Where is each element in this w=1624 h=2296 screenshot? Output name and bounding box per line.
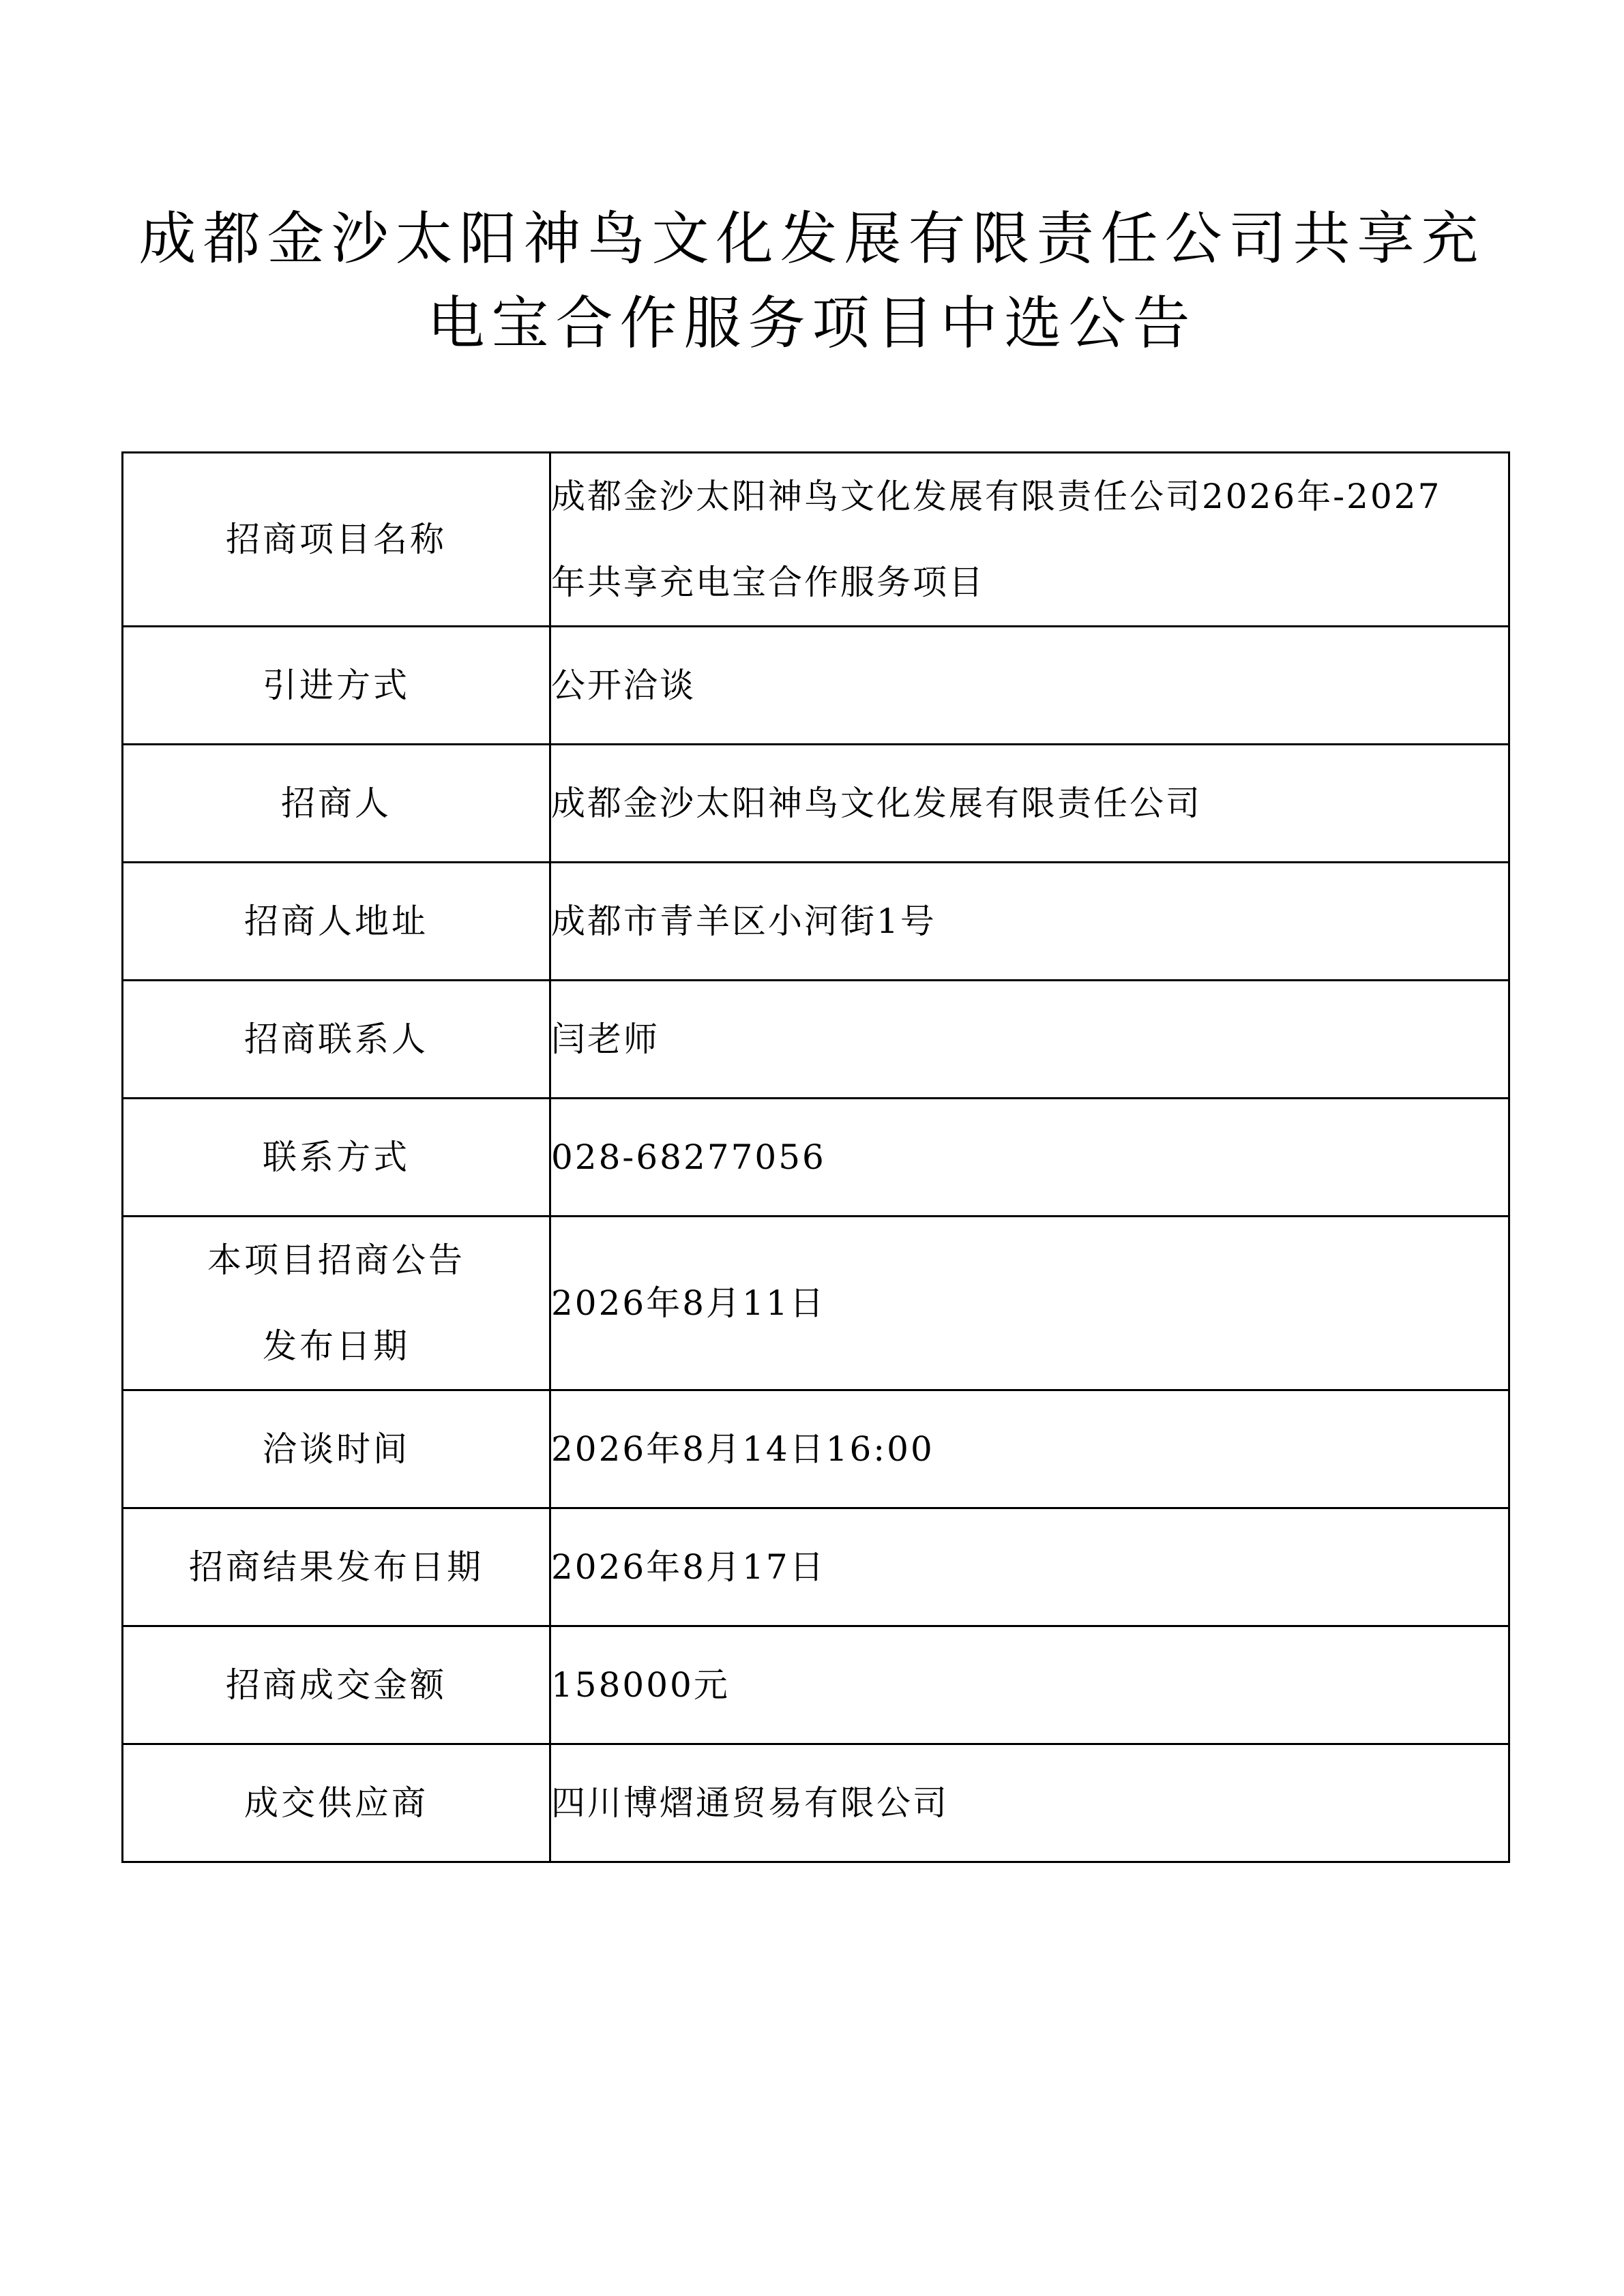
label-address: 招商人地址 bbox=[123, 863, 550, 981]
table-row-negotiation-time bbox=[123, 1390, 1509, 1508]
table-row-contact-person bbox=[123, 981, 1509, 1099]
table-row-contact-info bbox=[123, 1099, 1509, 1217]
table-row-address bbox=[123, 863, 1509, 981]
table-row-project-name bbox=[123, 453, 1509, 627]
document-title-line-2: 电宝合作服务项目中选公告 bbox=[427, 290, 1197, 357]
value-contact-info: 028-68277056 bbox=[550, 1099, 1509, 1217]
label-deal-amount: 招商成交金额 bbox=[123, 1626, 550, 1744]
value-project-name-line-2: 年共享充电宝合作服务项目 bbox=[551, 563, 985, 602]
value-deal-amount: 158000元 bbox=[550, 1626, 1509, 1744]
label-contact-person: 招商联系人 bbox=[123, 981, 550, 1099]
table-row-publish-date bbox=[123, 1217, 1509, 1390]
value-result-date: 2026年8月17日 bbox=[550, 1508, 1509, 1626]
table-row-supplier bbox=[123, 1744, 1509, 1862]
label-method: 引进方式 bbox=[123, 627, 550, 745]
value-contact-person: 闫老师 bbox=[550, 981, 1509, 1099]
value-supplier: 四川博熠通贸易有限公司 bbox=[550, 1744, 1509, 1862]
value-publish-date: 2026年8月11日 bbox=[550, 1217, 1509, 1390]
label-project-name: 招商项目名称 bbox=[123, 453, 550, 627]
value-project-name-line-1: 成都金沙太阳神鸟文化发展有限责任公司2026年-2027 bbox=[551, 477, 1442, 516]
label-negotiation-time: 洽谈时间 bbox=[123, 1390, 550, 1508]
value-tenderer: 成都金沙太阳神鸟文化发展有限责任公司 bbox=[550, 745, 1509, 863]
label-publish-date-line-1: 本项目招商公告 bbox=[207, 1240, 465, 1280]
label-publish-date-line-2: 发布日期 bbox=[263, 1326, 410, 1366]
label-contact-info: 联系方式 bbox=[123, 1099, 550, 1217]
value-project-name bbox=[550, 453, 1509, 627]
table-row-method bbox=[123, 627, 1509, 745]
value-address: 成都市青羊区小河街1号 bbox=[550, 863, 1509, 981]
table-row-tenderer bbox=[123, 745, 1509, 863]
announcement-table bbox=[121, 451, 1510, 1863]
value-method: 公开洽谈 bbox=[550, 627, 1509, 745]
value-negotiation-time: 2026年8月14日16:00 bbox=[550, 1390, 1509, 1508]
table-row-deal-amount bbox=[123, 1626, 1509, 1744]
label-supplier: 成交供应商 bbox=[123, 1744, 550, 1862]
label-result-date: 招商结果发布日期 bbox=[123, 1508, 550, 1626]
document-title-line-1: 成都金沙太阳神鸟文化发展有限责任公司共享充 bbox=[138, 205, 1486, 272]
label-tenderer: 招商人 bbox=[123, 745, 550, 863]
label-publish-date bbox=[123, 1217, 550, 1390]
table-row-result-date bbox=[123, 1508, 1509, 1626]
